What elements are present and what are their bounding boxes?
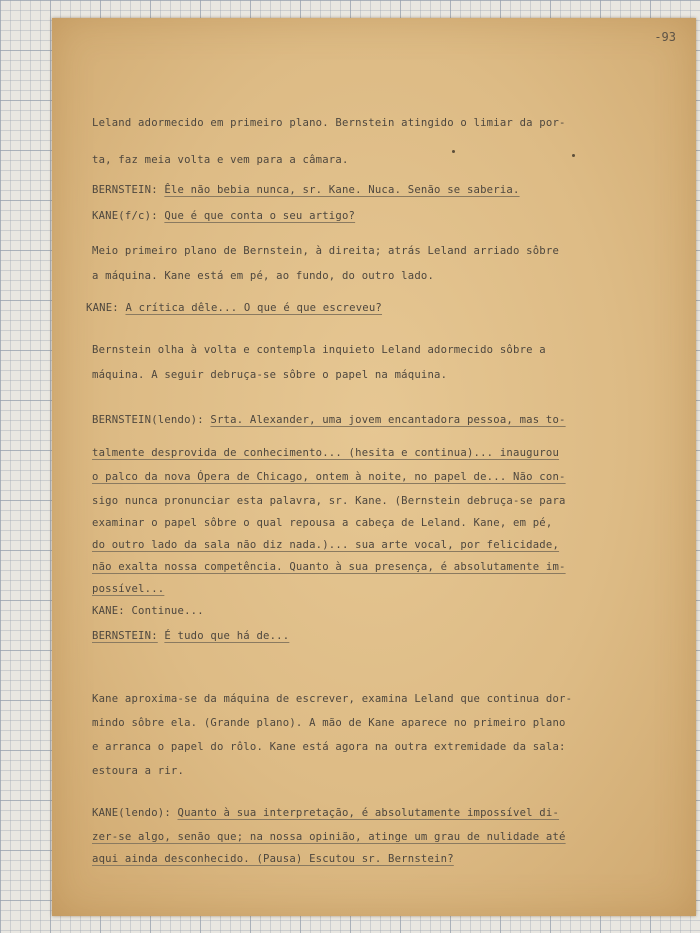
speaker-label: BERNSTEIN: — [92, 630, 158, 642]
text-line — [92, 465, 682, 489]
dialogue-line — [92, 408, 682, 441]
speaker-label: KANE(f/c): — [92, 210, 158, 222]
dialogue-block — [92, 177, 682, 229]
dialogue-line — [92, 177, 682, 203]
speaker-label: KANE: — [92, 605, 125, 617]
dialogue-line — [92, 624, 682, 648]
speaker-label: KANE(lendo): — [92, 807, 171, 819]
dialogue-block — [92, 408, 682, 648]
page-number: -93 — [654, 30, 676, 44]
text-line: máquina. A seguir debruça-se sôbre o papel na máquina. — [92, 369, 448, 381]
text-line: mindo sôbre ela. (Grande plano). A mão de Kane aparece no primeiro plano — [92, 717, 566, 729]
text-line: Kane aproxima-se da máquina de escrever, examina Leland que continua dor- — [92, 693, 573, 705]
dialogue-line — [86, 298, 676, 319]
text-line — [92, 848, 682, 870]
dialogue-line — [92, 599, 682, 624]
speaker-label: KANE: — [86, 302, 119, 314]
text-line — [92, 577, 682, 599]
paragraph-scene-direction — [92, 105, 682, 179]
text-line — [92, 533, 682, 555]
text-line: e arranca o papel do rôlo. Kane está agora na outra extremidade da sala: — [92, 741, 566, 753]
speech-text: A crítica dêle... O que é que escreveu? — [125, 302, 383, 314]
text-line: Bernstein olha à volta e contempla inquieto Leland adormecido sôbre a — [92, 344, 546, 356]
speech-text: possível... — [92, 583, 165, 595]
text-line: Meio primeiro plano de Bernstein, à direita; atrás Leland arriado sôbre — [92, 245, 560, 257]
speech-text: Êle não bebia nunca, sr. Kane. Nuca. Senão se saberia. — [164, 184, 520, 196]
dialogue-block — [92, 802, 682, 870]
speech-text: zer-se algo, senão que; na nossa opinião, atinge um grau de nulidade até — [92, 831, 566, 843]
text-line — [92, 555, 682, 577]
text-line: estoura a rir. — [92, 765, 185, 777]
speech-text: aqui ainda desconhecido. (Pausa) Escutou sr. Bernstein? — [92, 853, 454, 865]
paragraph-scene-direction — [92, 338, 682, 388]
speech-text: Que é que conta o seu artigo? — [164, 210, 356, 222]
text-line: examinar o papel sôbre o qual repousa a cabeça de Leland. Kane, em pé, — [92, 517, 553, 529]
text-line: Leland adormecido em primeiro plano. Bernstein atingido o limiar da por- — [92, 117, 566, 129]
text-line: ta, faz meia volta e vem para a câmara. — [92, 154, 349, 166]
speech-text: Quanto à sua interpretação, é absolutamente impossível di- — [177, 807, 560, 819]
speech-text: do outro lado da sala não diz nada.)... sua arte vocal, por felicidade, — [92, 539, 560, 551]
text-line: sigo nunca pronunciar esta palavra, sr. Kane. (Bernstein debruça-se para — [92, 495, 566, 507]
text-line — [92, 441, 682, 465]
paragraph-scene-direction — [92, 687, 682, 783]
text-line: a máquina. Kane está em pé, ao fundo, do outro lado. — [92, 270, 435, 282]
dialogue-line — [92, 802, 682, 826]
speech-text: não exalta nossa competência. Quanto à sua presença, é absolutamente im- — [92, 561, 566, 573]
speech-text: Srta. Alexander, uma jovem encantadora pessoa, mas to- — [210, 414, 566, 426]
dialogue-block — [86, 298, 676, 319]
speaker-label: BERNSTEIN(lendo): — [92, 414, 204, 426]
paragraph-scene-direction — [92, 239, 682, 289]
speech-text: Continue... — [131, 605, 204, 617]
text-line — [92, 826, 682, 848]
speech-text: talmente desprovida de conhecimento... (hesita e continua)... inaugurou — [92, 447, 560, 459]
dialogue-line — [92, 203, 682, 229]
speaker-label: BERNSTEIN: — [92, 184, 158, 196]
speech-text: É tudo que há de... — [164, 630, 290, 642]
speech-text: o palco da nova Ópera de Chicago, ontem à noite, no papel de... Não con- — [92, 471, 566, 483]
